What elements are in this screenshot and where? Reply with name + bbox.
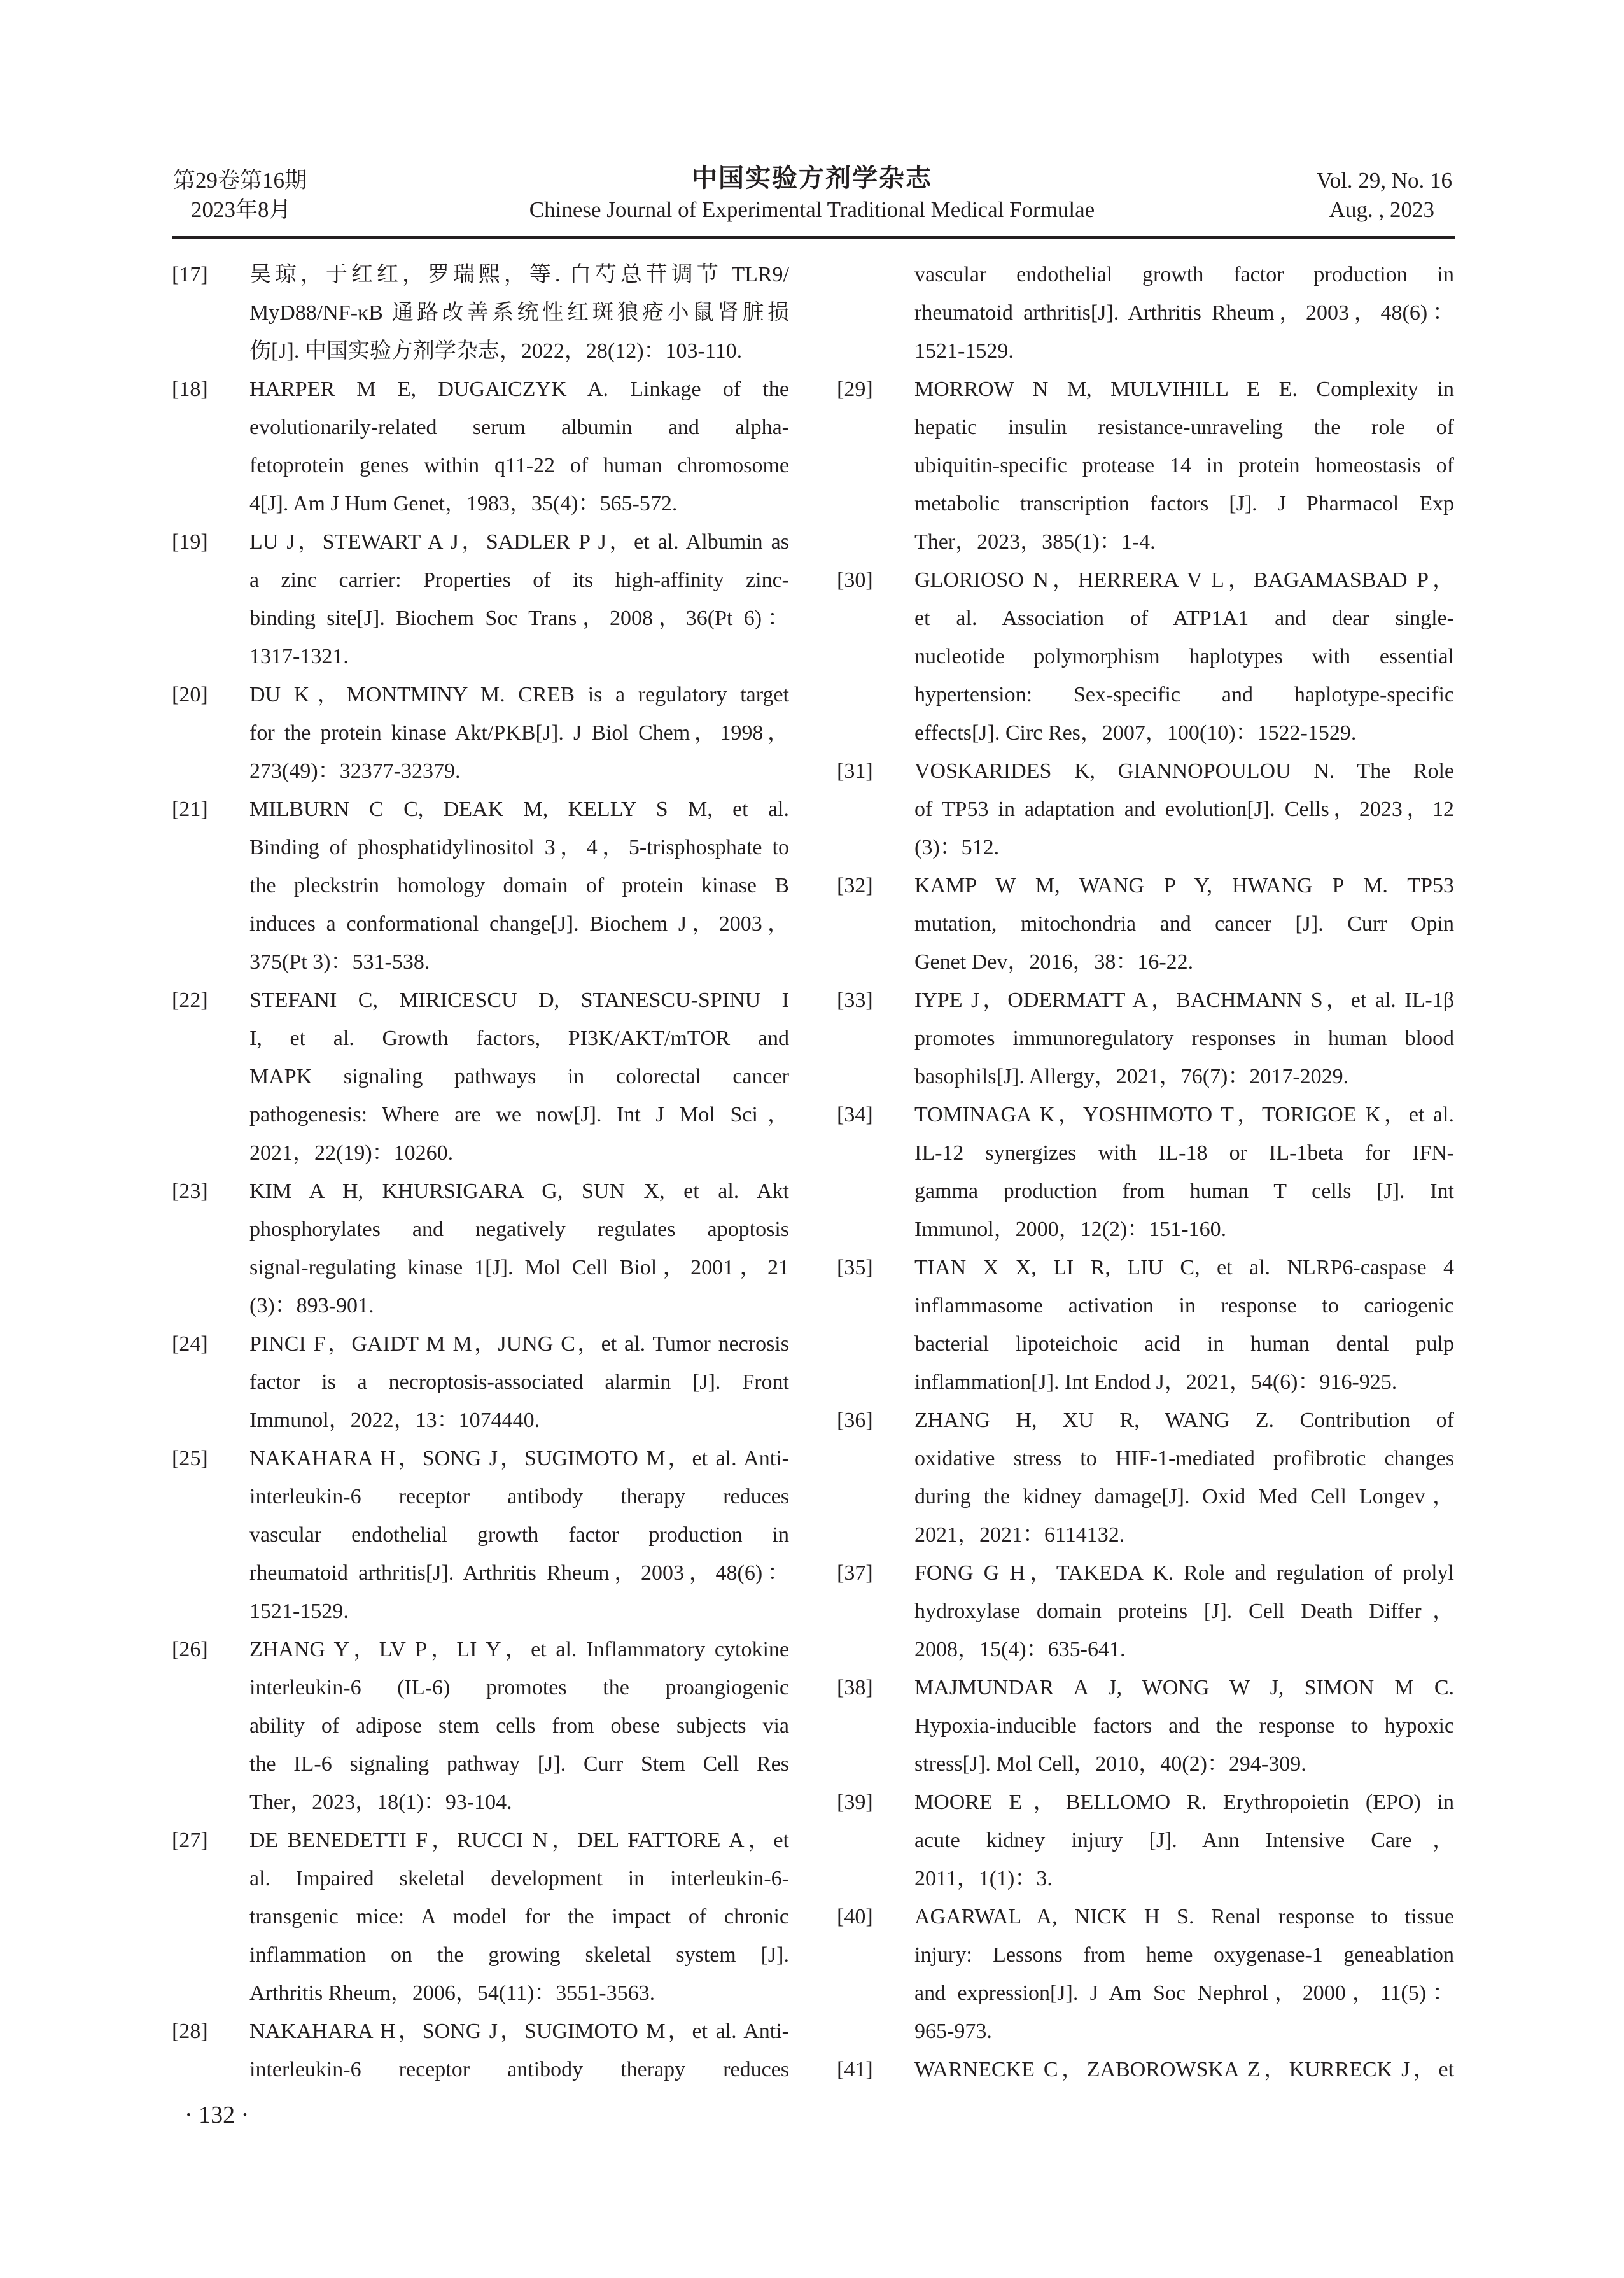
reference-line: MOORE E，BELLOMO R. Erythropoietin (EPO) in xyxy=(914,1790,1454,1814)
reference-line: PINCI F，GAIDT M M，JUNG C，et al. Tumor necrosis xyxy=(249,1332,789,1356)
reference-number: [17] xyxy=(172,263,208,286)
reference-line: Hypoxia-inducible factors and the response to hypoxic xyxy=(914,1714,1454,1738)
reference-entry xyxy=(172,791,789,981)
reference-line: fetoprotein genes within q11-22 of human chromosome xyxy=(249,454,789,477)
reference-line: KAMP W M, WANG P Y, HWANG P M. TP53 xyxy=(914,874,1454,897)
reference-line: inflammasome activation in response to cariogenic xyxy=(914,1294,1454,1318)
reference-text xyxy=(249,1822,789,2013)
reference-entry xyxy=(837,981,1454,1096)
reference-line: LU J，STEWART A J，SADLER P J，et al. Albumin as xyxy=(249,530,789,554)
reference-number: [35] xyxy=(837,1256,873,1279)
reference-text xyxy=(249,1631,789,1822)
reference-number: [25] xyxy=(172,1447,208,1470)
reference-number: [40] xyxy=(837,1905,873,1929)
header-date-en: Aug. , 2023 xyxy=(1329,197,1434,222)
reference-number: [36] xyxy=(837,1409,873,1432)
reference-text xyxy=(914,561,1454,752)
reference-line: WARNECKE C，ZABOROWSKA Z，KURRECK J，et xyxy=(914,2058,1454,2081)
reference-line: et al. Association of ATP1A1 and dear single- xyxy=(914,607,1454,630)
reference-line: 1521-1529. xyxy=(249,1600,349,1623)
reference-line: I, et al. Growth factors, PI3K/AKT/mTOR and xyxy=(249,1027,789,1050)
reference-line: al. Impaired skeletal development in interleukin-6- xyxy=(249,1867,789,1890)
reference-line: metabolic transcription factors [J]. J Pharmacol Exp xyxy=(914,492,1454,516)
reference-line: IL-12 synergizes with IL-18 or IL-1beta for IFN- xyxy=(914,1141,1454,1165)
reference-number: [31] xyxy=(837,759,873,783)
reference-line: TIAN X X, LI R, LIU C, et al. NLRP6-caspase 4 xyxy=(914,1256,1454,1279)
reference-entry xyxy=(172,1440,789,1631)
reference-entry xyxy=(837,1783,1454,1898)
reference-line: MAPK signaling pathways in colorectal cancer xyxy=(249,1065,789,1088)
reference-number: [41] xyxy=(837,2058,873,2081)
reference-line: VOSKARIDES K, GIANNOPOULOU N. The Role xyxy=(914,759,1454,783)
reference-line: phosphorylates and negatively regulates apoptosis xyxy=(249,1218,789,1241)
journal-title-cn: 中国实验方剂学杂志 xyxy=(692,164,932,193)
reference-text xyxy=(914,370,1454,561)
reference-line: 吴琼，于红红，罗瑞熙，等. 白芍总苷调节 TLR9/ xyxy=(249,263,789,286)
reference-entry xyxy=(172,1325,789,1440)
reference-number: [24] xyxy=(172,1332,208,1356)
reference-text xyxy=(249,1325,789,1440)
reference-line: hypertension: Sex-specific and haplotype-specific xyxy=(914,683,1454,707)
reference-line: the pleckstrin homology domain of protein kinase B xyxy=(249,874,789,897)
reference-column-right xyxy=(837,256,1454,2089)
page-number: · 132 · xyxy=(185,2102,249,2128)
reference-line: promotes immunoregulatory responses in human blood xyxy=(914,1027,1454,1050)
journal-title-en: Chinese Journal of Experimental Traditional Medical Formulae xyxy=(529,197,1095,222)
reference-line: gamma production from human T cells [J]. Int xyxy=(914,1179,1454,1203)
reference-number: [34] xyxy=(837,1103,873,1127)
reference-line: transgenic mice: A model for the impact of chronic xyxy=(249,1905,789,1929)
reference-entry xyxy=(172,676,789,791)
reference-text xyxy=(249,523,789,676)
reference-text xyxy=(914,1898,1454,2051)
reference-column-left xyxy=(172,256,789,2089)
reference-number: [21] xyxy=(172,798,208,821)
reference-line: oxidative stress to HIF-1-mediated profibrotic changes xyxy=(914,1447,1454,1470)
reference-number: [28] xyxy=(172,2020,208,2043)
reference-line: interleukin-6 receptor antibody therapy reduces xyxy=(249,1485,789,1508)
reference-line: 273(49)：32377-32379. xyxy=(249,759,461,783)
reference-line: Genet Dev，2016，38：16-22. xyxy=(914,950,1194,974)
reference-text xyxy=(249,676,789,791)
reference-entry xyxy=(837,1096,1454,1249)
reference-number: [39] xyxy=(837,1790,873,1814)
reference-entry xyxy=(837,1402,1454,1554)
reference-text xyxy=(914,1669,1454,1783)
reference-line: ZHANG H, XU R, WANG Z. Contribution of xyxy=(914,1409,1454,1432)
reference-line: 伤[J]. 中国实验方剂学杂志，2022，28(12)：103-110. xyxy=(249,339,743,363)
reference-line: inflammation on the growing skeletal system [J]. xyxy=(249,1943,789,1967)
reference-line: (3)：512. xyxy=(914,836,1000,859)
reference-text xyxy=(914,1096,1454,1249)
reference-line: MORROW N M, MULVIHILL E E. Complexity in xyxy=(914,377,1454,401)
reference-line: HARPER M E, DUGAICZYK A. Linkage of the xyxy=(249,377,789,401)
reference-line: nucleotide polymorphism haplotypes with essential xyxy=(914,645,1454,668)
reference-entry xyxy=(837,1554,1454,1669)
reference-entry xyxy=(172,1172,789,1325)
reference-line: MILBURN C C, DEAK M, KELLY S M, et al. xyxy=(249,798,789,821)
reference-text xyxy=(249,791,789,981)
reference-line: ability of adipose stem cells from obese subjects via xyxy=(249,1714,789,1738)
reference-line: hydroxylase domain proteins [J]. Cell Death Differ， xyxy=(914,1600,1454,1623)
reference-text xyxy=(249,2013,789,2089)
reference-line: signal-regulating kinase 1[J]. Mol Cell Biol，2001，21 xyxy=(249,1256,789,1279)
reference-entry xyxy=(837,752,1454,867)
reference-entry xyxy=(172,523,789,676)
reference-continued-line: rheumatoid arthritis[J]. Arthritis Rheum，2003，48(6)： xyxy=(914,301,1454,325)
reference-line: AGARWAL A, NICK H S. Renal response to tissue xyxy=(914,1905,1454,1929)
reference-line: 2021，22(19)：10260. xyxy=(249,1141,454,1165)
reference-line: IYPE J，ODERMATT A，BACHMANN S，et al. IL-1β xyxy=(914,988,1454,1012)
reference-line: DE BENEDETTI F，RUCCI N，DEL FATTORE A，et xyxy=(249,1829,789,1852)
reference-line: acute kidney injury [J]. Ann Intensive Care， xyxy=(914,1829,1454,1852)
reference-line: 965-973. xyxy=(914,2020,992,2043)
reference-entry xyxy=(837,1898,1454,2051)
reference-line: bacterial lipoteichoic acid in human dental pulp xyxy=(914,1332,1454,1356)
reference-line: Arthritis Rheum，2006，54(11)：3551-3563. xyxy=(249,1981,655,2005)
reference-entry xyxy=(837,2051,1454,2089)
reference-line: of TP53 in adaptation and evolution[J]. Cells，2023，12 xyxy=(914,798,1454,821)
reference-text xyxy=(914,752,1454,867)
reference-text xyxy=(914,1249,1454,1402)
reference-line: induces a conformational change[J]. Biochem J，2003， xyxy=(249,912,789,936)
reference-line: mutation, mitochondria and cancer [J]. Curr Opin xyxy=(914,912,1454,936)
reference-number: [30] xyxy=(837,568,873,592)
reference-line: GLORIOSO N，HERRERA V L，BAGAMASBAD P， xyxy=(914,568,1454,592)
reference-line: (3)：893-901. xyxy=(249,1294,374,1318)
reference-number: [29] xyxy=(837,377,873,401)
reference-number: [20] xyxy=(172,683,208,707)
header-rule xyxy=(172,236,1455,239)
reference-text xyxy=(249,1172,789,1325)
reference-continued-line: vascular endothelial growth factor production in xyxy=(914,263,1454,286)
reference-line: for the protein kinase Akt/PKB[J]. J Biol Chem，1998， xyxy=(249,721,789,745)
header-volume-issue-cn: 第29卷第16期 xyxy=(173,168,307,193)
reference-text xyxy=(249,1440,789,1631)
reference-number: [26] xyxy=(172,1638,208,1661)
reference-line: interleukin-6 receptor antibody therapy reduces xyxy=(249,2058,789,2081)
reference-line: hepatic insulin resistance-unraveling the role of xyxy=(914,416,1454,439)
reference-line: FONG G H，TAKEDA K. Role and regulation of prolyl xyxy=(914,1561,1454,1585)
reference-entry xyxy=(172,1631,789,1822)
reference-text xyxy=(249,370,789,523)
reference-line: 4[J]. Am J Hum Genet，1983，35(4)：565-572. xyxy=(249,492,678,516)
reference-entry xyxy=(172,256,789,370)
reference-number: [23] xyxy=(172,1179,208,1203)
reference-line: ubiquitin-specific protease 14 in protein homeostasis of xyxy=(914,454,1454,477)
reference-line: STEFANI C, MIRICESCU D, STANESCU-SPINU I xyxy=(249,988,789,1012)
reference-entry xyxy=(837,561,1454,752)
reference-entry xyxy=(837,370,1454,561)
reference-text xyxy=(914,2051,1454,2089)
reference-line: Binding of phosphatidylinositol 3，4，5-trisphosphate to xyxy=(249,836,789,859)
reference-line: Immunol，2000，12(2)：151-160. xyxy=(914,1218,1227,1241)
reference-text xyxy=(914,981,1454,1096)
reference-line: MAJMUNDAR A J, WONG W J, SIMON M C. xyxy=(914,1676,1454,1699)
reference-entry xyxy=(837,867,1454,981)
reference-line: Ther，2023，385(1)：1-4. xyxy=(914,530,1156,554)
reference-line: the IL-6 signaling pathway [J]. Curr Stem Cell Res xyxy=(249,1752,789,1776)
reference-line: rheumatoid arthritis[J]. Arthritis Rheum，2003，48(6)： xyxy=(249,1561,789,1585)
reference-number: [27] xyxy=(172,1829,208,1852)
reference-line: injury: Lessons from heme oxygenase-1 geneablation xyxy=(914,1943,1454,1967)
reference-line: factor is a necroptosis-associated alarmin [J]. Front xyxy=(249,1370,789,1394)
reference-text xyxy=(249,981,789,1172)
header-date-cn: 2023年8月 xyxy=(191,197,291,222)
reference-line: inflammation[J]. Int Endod J，2021，54(6)：916-925. xyxy=(914,1370,1397,1394)
reference-line: and expression[J]. J Am Soc Nephrol，2000，11(5)： xyxy=(914,1981,1454,2005)
reference-line: 1317-1321. xyxy=(249,645,349,668)
reference-line: ZHANG Y，LV P，LI Y，et al. Inflammatory cytokine xyxy=(249,1638,789,1661)
reference-line: binding site[J]. Biochem Soc Trans，2008，36(Pt 6)： xyxy=(249,607,789,630)
reference-line: pathogenesis: Where are we now[J]. Int J Mol Sci， xyxy=(249,1103,789,1127)
header-volume-issue-en: Vol. 29, No. 16 xyxy=(1316,168,1452,193)
reference-line: 2011，1(1)：3. xyxy=(914,1867,1053,1890)
reference-number: [33] xyxy=(837,988,873,1012)
reference-line: NAKAHARA H，SONG J，SUGIMOTO M，et al. Anti- xyxy=(249,2020,789,2043)
reference-line: 375(Pt 3)：531-538. xyxy=(249,950,430,974)
reference-line: MyD88/NF-κB 通路改善系统性红斑狼疮小鼠肾脏损 xyxy=(249,301,789,325)
reference-entry xyxy=(172,981,789,1172)
reference-number: [32] xyxy=(837,874,873,897)
reference-line: NAKAHARA H，SONG J，SUGIMOTO M，et al. Anti- xyxy=(249,1447,789,1470)
reference-line: 2008，15(4)：635-641. xyxy=(914,1638,1126,1661)
reference-line: 2021，2021：6114132. xyxy=(914,1523,1125,1547)
reference-line: stress[J]. Mol Cell，2010，40(2)：294-309. xyxy=(914,1752,1306,1776)
reference-line: interleukin-6 (IL-6) promotes the proangiogenic xyxy=(249,1676,789,1699)
reference-text xyxy=(914,1783,1454,1898)
reference-entry xyxy=(172,1822,789,2013)
reference-text xyxy=(914,1554,1454,1669)
reference-continued-line: 1521-1529. xyxy=(914,339,1014,363)
reference-line: vascular endothelial growth factor production in xyxy=(249,1523,789,1547)
reference-text xyxy=(914,867,1454,981)
reference-line: Ther，2023，18(1)：93-104. xyxy=(249,1790,512,1814)
reference-line: effects[J]. Circ Res，2007，100(10)：1522-1529. xyxy=(914,721,1357,745)
reference-entry xyxy=(172,370,789,523)
reference-number: [38] xyxy=(837,1676,873,1699)
reference-number: [18] xyxy=(172,377,208,401)
reference-entry xyxy=(837,1669,1454,1783)
reference-line: Immunol，2022，13：1074440. xyxy=(249,1409,540,1432)
reference-entry xyxy=(172,2013,789,2089)
reference-number: [37] xyxy=(837,1561,873,1585)
reference-number: [22] xyxy=(172,988,208,1012)
reference-line: TOMINAGA K，YOSHIMOTO T，TORIGOE K，et al. xyxy=(914,1103,1454,1127)
reference-line: during the kidney damage[J]. Oxid Med Cell Longev， xyxy=(914,1485,1454,1508)
reference-text xyxy=(914,1402,1454,1554)
reference-entry xyxy=(837,1249,1454,1402)
reference-text xyxy=(249,256,789,370)
reference-line: KIM A H, KHURSIGARA G, SUN X, et al. Akt xyxy=(249,1179,789,1203)
reference-line: DU K，MONTMINY M. CREB is a regulatory target xyxy=(249,683,789,707)
reference-line: basophils[J]. Allergy，2021，76(7)：2017-2029. xyxy=(914,1065,1349,1088)
reference-line: a zinc carrier: Properties of its high-affinity zinc- xyxy=(249,568,789,592)
reference-line: evolutionarily-related serum albumin and alpha- xyxy=(249,416,789,439)
reference-number: [19] xyxy=(172,530,208,554)
